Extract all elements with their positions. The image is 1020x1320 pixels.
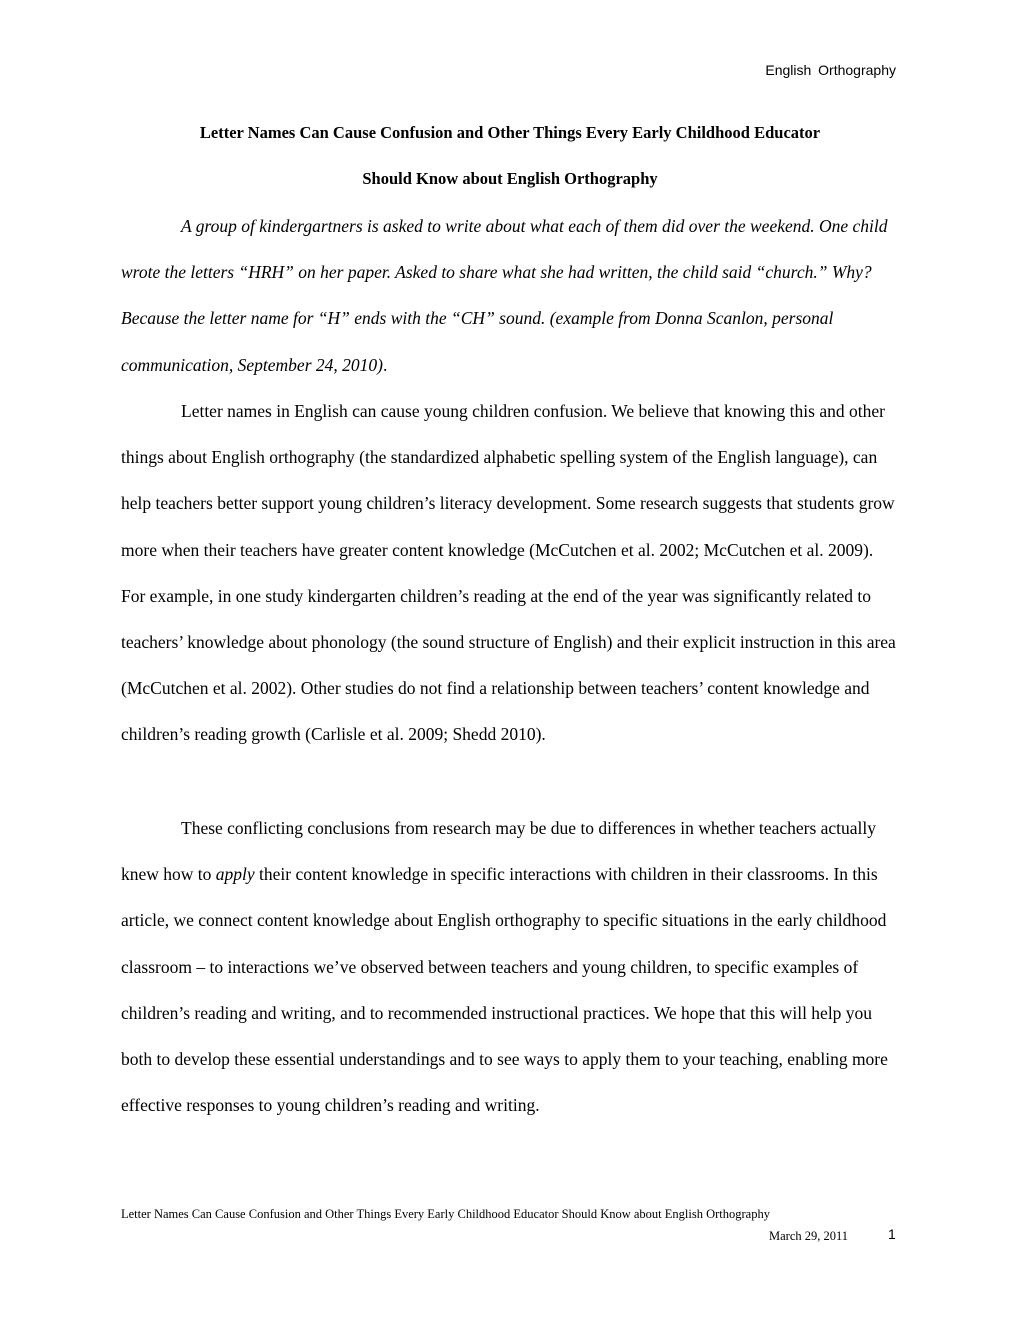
article-title-line-2: Should Know about English Orthography [362,169,658,188]
article-title-line-1: Letter Names Can Cause Confusion and Other Things Every Early Childhood Educator [199,123,821,142]
paragraph-2-after: their content knowledge in specific interactions with children in their classrooms. In this article, we connect content knowledge about English orthography to specific situations in the early childhood classroom – to interactions we’ve observed between teachers and young children, to specific examples of children’s reading and writing, and to recommended instructional practices. We hope that this will help you both to develop these essential understandings and to see ways to apply them to your teaching, enabling more effective responses to young children’s reading and writing. [121,864,888,1116]
paragraph-2-emphasis: apply [215,864,255,885]
footer-title: Letter Names Can Cause Confusion and Other Things Every Early Childhood Educator Should Know about English Orthography [121,1207,770,1221]
intro-vignette [121,203,901,388]
running-head: English Orthography [765,62,896,78]
page-number: 1 [888,1226,896,1242]
footer-date: March 29, 2011 [769,1229,849,1243]
body-paragraph-1: Letter names in English can cause young children confusion. We believe that knowing this and other things about English orthography (the standardized alphabetic spelling system of the English language), can help teachers better support young children’s literacy development. Some research suggests that students grow more when their teachers have greater content knowledge (McCutchen et al. 2002; McCutchen et al. 2009). For example, in one study kindergarten children’s reading at the end of the year was significantly related to teachers’ knowledge about phonology (the sound structure of English) and their explicit instruction in this area (McCutchen et al. 2002). Other studies do not find a relationship between teachers’ content knowledge and children’s reading growth (Carlisle et al. 2009; Shedd 2010). [121,401,896,745]
paragraph-2-before: These conflicting conclusions from research may be due to differences in whether teachers actually knew how to [121,818,877,885]
intro-text: A group of kindergartners is asked to write about what each of them did over the weekend. One child wrote the letters “HRH” on her paper. Asked to share what she had written, the child said “church.” Why? Because the letter name for “H” ends with the “CH” sound. (example from Donna Scanlon, personal communication, September 24, 2010) [121,216,888,375]
body-paragraph-2 [121,805,901,1128]
intro-end-period: . [382,354,388,375]
